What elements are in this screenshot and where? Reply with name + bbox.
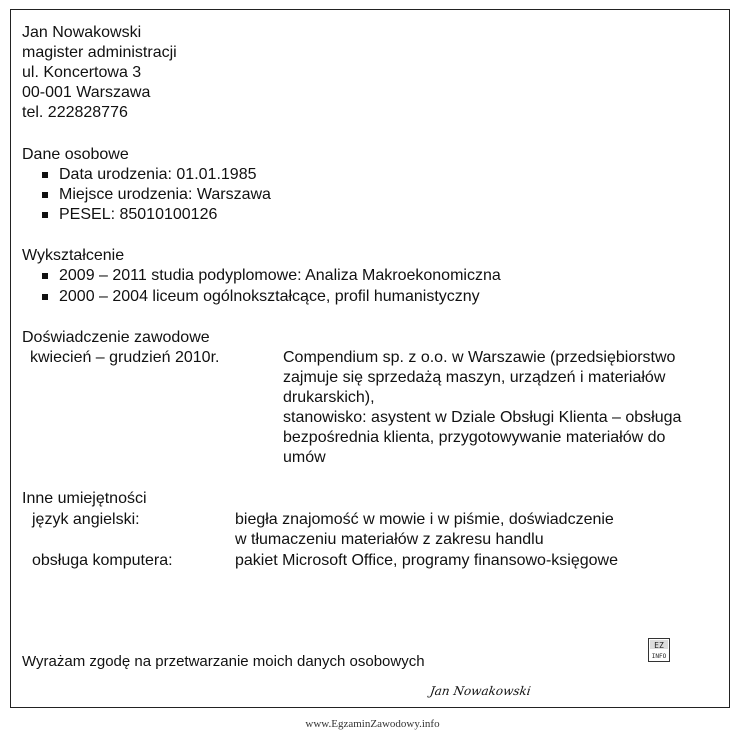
education-heading: Wykształcenie bbox=[22, 247, 125, 264]
contact-street: ul. Koncertowa 3 bbox=[22, 64, 142, 81]
experience-line: stanowisko: asystent w Dziale Obsługi Klienta – obsługa bbox=[283, 409, 682, 426]
english-label: język angielski: bbox=[32, 511, 140, 528]
experience-line: drukarskich), bbox=[283, 389, 375, 406]
experience-line: zajmuje się sprzedażą maszyn, urządzeń i materiałów bbox=[283, 369, 666, 386]
svg-text:EZ: EZ bbox=[654, 641, 664, 650]
skills-heading: Inne umiejętności bbox=[22, 490, 147, 507]
list-item: 2000 – 2004 liceum ogólnokształcące, profil humanistyczny bbox=[59, 288, 480, 305]
consent-text: Wyrażam zgodę na przetwarzanie moich danych osobowych bbox=[22, 653, 425, 670]
experience-line: bezpośrednia klienta, przygotowywanie materiałów do bbox=[283, 429, 666, 446]
experience-line: umów bbox=[283, 449, 326, 466]
contact-name: Jan Nowakowski bbox=[22, 24, 142, 41]
experience-heading: Doświadczenie zawodowe bbox=[22, 329, 210, 346]
svg-text:INFO: INFO bbox=[651, 653, 667, 660]
computer-label: obsługa komputera: bbox=[32, 552, 173, 569]
list-item: Miejsce urodzenia: Warszawa bbox=[59, 186, 271, 203]
footer-url: www.EgzaminZawodowy.info bbox=[305, 718, 440, 730]
experience-period: kwiecień – grudzień 2010r. bbox=[30, 349, 220, 366]
list-item: 2009 – 2011 studia podyplomowe: Analiza Makroekonomiczna bbox=[59, 267, 501, 284]
experience-line: Compendium sp. z o.o. w Warszawie (przedsiębiorstwo bbox=[283, 349, 676, 366]
english-value: biegła znajomość w mowie i w piśmie, doświadczenie bbox=[235, 511, 614, 528]
personal-heading: Dane osobowe bbox=[22, 146, 129, 163]
signature: Jan Nowakowski bbox=[429, 684, 532, 698]
list-item: Data urodzenia: 01.01.1985 bbox=[59, 166, 257, 183]
list-item: PESEL: 85010100126 bbox=[59, 206, 218, 223]
ez-info-logo bbox=[648, 638, 670, 662]
computer-value: pakiet Microsoft Office, programy finansowo-księgowe bbox=[235, 552, 618, 569]
english-value: w tłumaczeniu materiałów z zakresu handlu bbox=[235, 531, 544, 548]
contact-city: 00-001 Warszawa bbox=[22, 84, 151, 101]
contact-degree: magister administracji bbox=[22, 44, 177, 61]
contact-phone: tel. 222828776 bbox=[22, 104, 128, 121]
